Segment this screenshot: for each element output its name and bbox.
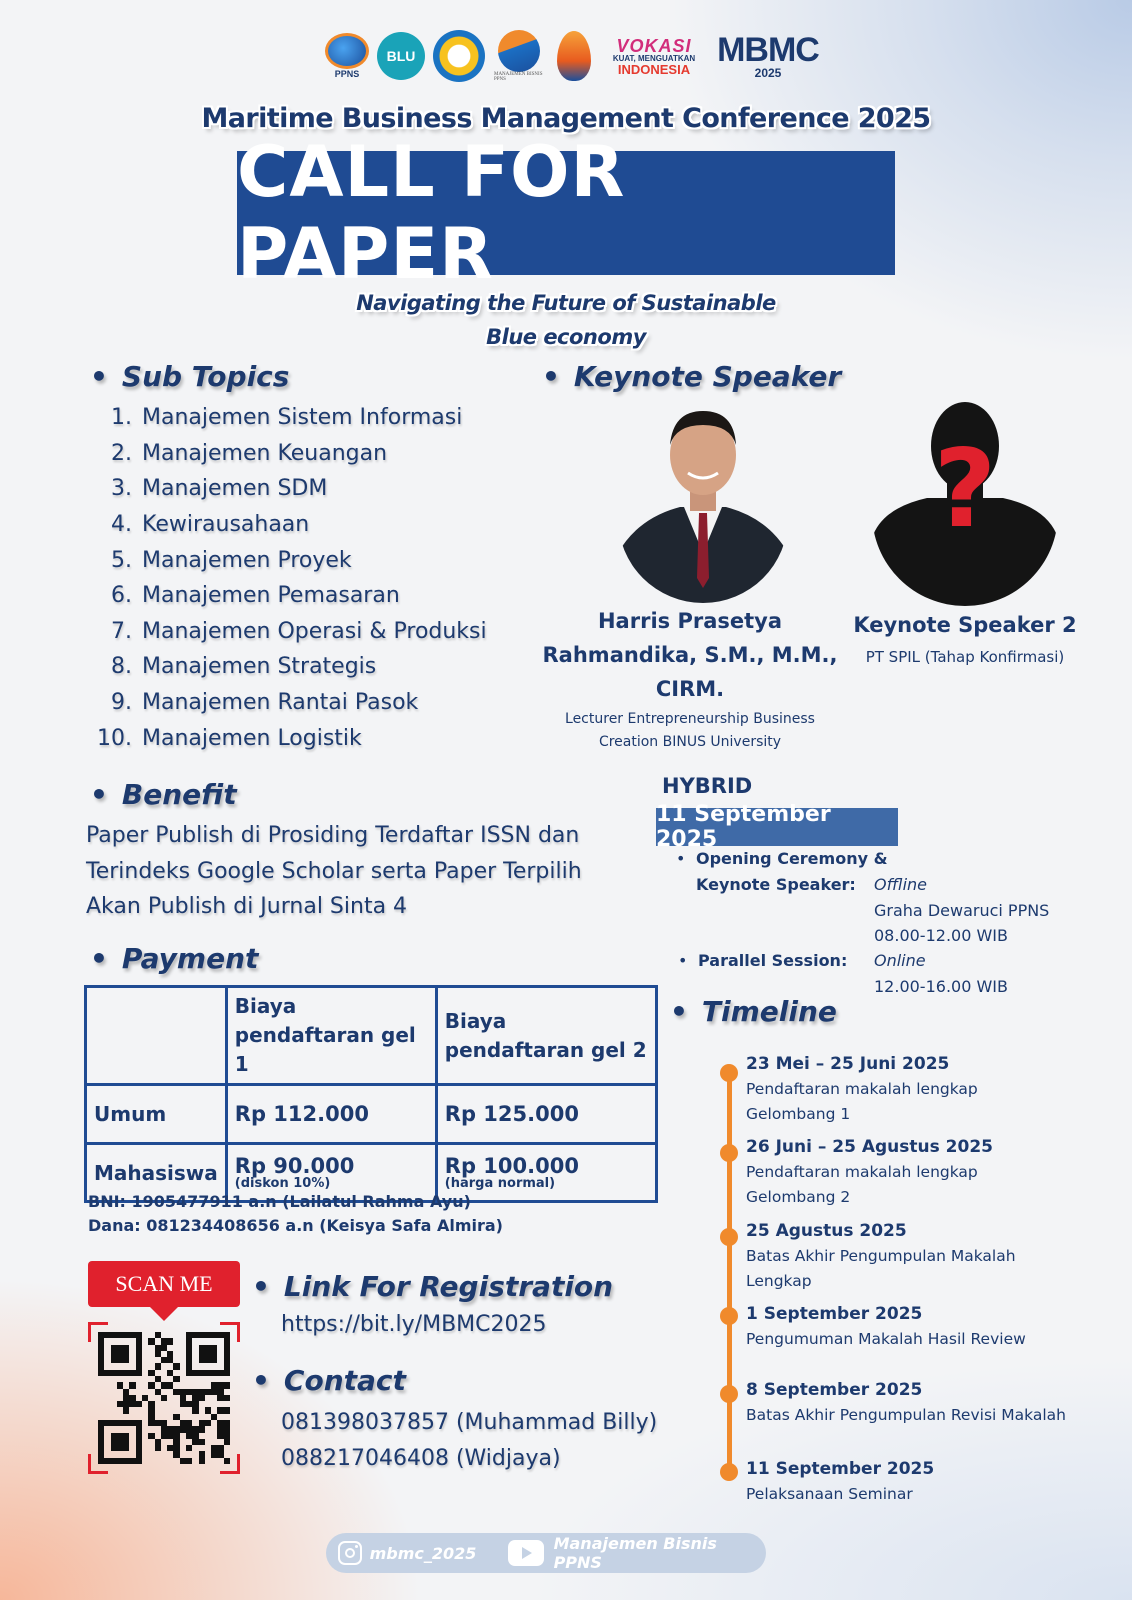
benefit-line-2: Terindeks Google Scholar serta Paper Terpilih [86,858,582,884]
bank-accounts [88,1190,503,1238]
event-mode: HYBRID [662,774,753,798]
mbmc-logo-year: 2025 [754,66,782,80]
benefit-text [86,818,626,925]
contact-numbers [281,1405,657,1477]
timeline-item [746,1135,1086,1210]
qr-module [224,1458,230,1464]
timeline-dot [720,1228,738,1246]
manajemen-bisnis-logo [494,28,544,84]
speaker1-role-line-1: Lecturer Entrepreneurship Business [565,711,815,727]
list-label: Kewirausahaan [142,512,310,538]
theme-line-2: Blue economy [486,325,646,349]
qr-code[interactable] [88,1322,240,1474]
timeline-line [727,1070,732,1476]
mbmc-logo-text: MBMC [717,31,819,69]
row-label-umum: Umum [86,1085,227,1144]
timeline-item [746,1052,1086,1127]
list-label: Manajemen Strategis [142,654,377,680]
blu-logo-text: BLU [377,32,425,80]
timeline-desc: Lengkap [746,1272,812,1290]
event-date-badge: 11 September 2025 [656,808,898,846]
timeline-desc: Batas Akhir Pengumpulan Revisi Makalah [746,1406,1066,1424]
social-footer [326,1533,766,1573]
header-gel2-line-2: pendaftaran gel 2 [444,1037,647,1062]
table-row [86,987,657,1085]
scan-me-badge: SCAN ME [88,1261,240,1307]
benefit-heading: • Benefit [90,778,237,811]
registration-heading-label: Link For Registration [283,1270,614,1303]
list-number: 8. [111,654,132,680]
table-corner-cell [86,987,227,1085]
table-header-gel2 [436,987,656,1085]
opening-place: Graha Dewaruci PPNS [874,900,1050,920]
vokasi-logo-text: VOKASI [616,35,692,56]
timeline-desc: Pelaksanaan Seminar [746,1485,913,1503]
timeline-desc: Batas Akhir Pengumpulan Makalah [746,1247,1016,1265]
header-gel1-line-2: pendaftaran gel 1 [234,1023,416,1076]
call-for-paper-text: CALL FOR PAPER [237,131,626,295]
parallel-bullet: • [678,951,688,970]
dana-account: Dana: 081234408656 a.n (Keisya Safa Almira) [88,1216,503,1235]
timeline-dot [720,1307,738,1325]
contact-heading-label: Contact [283,1364,406,1397]
bni-account: BNI: 1905477911 a.n (Lailatul Rahma Ayu) [88,1192,471,1211]
blu-logo [376,28,426,84]
qr-code-pattern [98,1332,230,1464]
list-number: 9. [111,690,132,716]
parallel-label [698,948,847,974]
speaker1-name-line-3: CIRM. [655,677,725,701]
list-number: 4. [111,512,132,538]
timeline-date: 1 September 2025 [746,1304,923,1324]
speaker2-role: PT SPIL (Tahap Konfirmasi) [865,648,1065,666]
mbmc-logo [706,28,830,84]
timeline-item [746,1457,1086,1507]
svg-text:?: ? [933,427,997,552]
sub-topics-heading-label: Sub Topics [121,360,290,393]
price-note: (harga normal) [444,1175,556,1191]
list-item [92,507,512,543]
sub-topics-heading: • Sub Topics [90,360,290,393]
list-item [92,471,512,507]
diksaintek-logo [432,28,486,84]
theme-line-1: Navigating the Future of Sustainable [356,291,776,315]
timeline-dot [720,1064,738,1082]
price-value: Rp 125.000 [444,1102,579,1126]
list-label: Manajemen Proyek [142,547,352,573]
flame-logo [552,28,596,84]
youtube-icon [508,1540,543,1566]
list-number: 7. [111,618,132,644]
conference-theme [0,286,1132,354]
benefit-heading-label: Benefit [121,778,237,811]
list-label: Manajemen Sistem Informasi [142,405,463,431]
benefit-line-3: Akan Publish di Jurnal Sinta 4 [86,894,408,919]
speaker2-placeholder-photo [872,398,1058,606]
vokasi-logo-country: INDONESIA [617,61,691,77]
timeline-desc: Pendaftaran makalah lengkap [746,1080,978,1098]
sub-topics-list [92,400,512,756]
list-number: 3. [111,476,132,502]
contact-line-1: 081398037857 (Muhammad Billy) [281,1410,658,1435]
timeline-item [746,1219,1086,1294]
price-cell [226,1085,436,1144]
list-number: 6. [111,583,132,609]
timeline-desc: Gelombang 2 [746,1188,851,1206]
contact-line-2: 088217046408 (Widjaya) [281,1446,561,1471]
instagram-handle[interactable]: mbmc_2025 [369,1543,477,1563]
table-header-gel1 [226,987,436,1085]
list-label: Manajemen Keuangan [142,440,388,466]
speaker1-photo [618,403,788,603]
manajemen-bisnis-logo-text: MANAJEMEN BISNIS PPNS [494,72,543,82]
price-cell [436,1085,656,1144]
timeline-date: 11 September 2025 [746,1459,935,1479]
speaker2-name: Keynote Speaker 2 [853,613,1077,637]
header-gel2-line-1: Biaya [444,1008,507,1033]
timeline-date: 8 September 2025 [746,1380,923,1400]
keynote-heading-label: Keynote Speaker [573,360,842,393]
table-row [86,1085,657,1144]
timeline-dot [720,1144,738,1162]
keynote-heading: • Keynote Speaker [542,360,842,393]
list-item [92,720,512,756]
benefit-line-1: Paper Publish di Prosiding Terdaftar ISSN dan [86,823,580,848]
vokasi-logo [608,28,700,84]
call-for-paper-banner [237,131,895,295]
timeline-heading: • Timeline [670,995,837,1028]
speaker1-name-line-1: Harris Prasetya [597,609,783,633]
header-gel1-line-1: Biaya [234,994,297,1018]
conference-title: Maritime Business Management Conference 2025 [201,103,931,134]
opening-details [874,872,1049,949]
price-value: Rp 90.000 [234,1153,355,1178]
list-label: Manajemen Logistik [142,725,362,751]
youtube-channel[interactable]: Manajemen Bisnis PPNS [553,1534,717,1572]
registration-heading: • Link For Registration [252,1270,614,1303]
timeline-item [746,1302,1086,1352]
list-item [92,685,512,721]
vokasi-logo-tagline: KUAT, MENGUATKAN [612,53,696,63]
payment-heading-label: Payment [121,942,259,975]
timeline-dot [720,1385,738,1403]
list-number: 2. [111,440,132,466]
timeline-desc: Pendaftaran makalah lengkap [746,1163,978,1181]
list-number: 1. [111,405,132,431]
opening-label-line-1: Opening Ceremony & [696,849,888,868]
price-value: Rp 112.000 [234,1102,369,1126]
list-item [92,614,512,650]
list-label: Manajemen Rantai Pasok [142,690,419,716]
list-number: 5. [111,547,132,573]
list-label: Manajemen Pemasaran [142,583,400,609]
speaker1-name-line-2: Rahmandika, S.M., M.M., [542,643,838,667]
ppns-logo-mark [325,33,369,69]
list-label: Manajemen SDM [142,476,328,502]
speaker2-info [838,608,1092,669]
list-item [92,436,512,472]
timeline-date: 26 Juni – 25 Agustus 2025 [746,1137,993,1157]
list-label: Manajemen Operasi & Produksi [142,618,487,644]
timeline-date: 23 Mei – 25 Juni 2025 [746,1054,950,1074]
timeline-dot [720,1463,738,1481]
parallel-mode: Online [874,951,926,970]
timeline-desc: Gelombang 1 [746,1105,851,1123]
opening-label [696,846,888,897]
instagram-icon [338,1541,362,1565]
timeline-desc: Pengumuman Makalah Hasil Review [746,1330,1026,1348]
list-number: 10. [97,725,132,751]
list-item [92,578,512,614]
opening-bullet: • [676,849,686,868]
opening-time: 08.00-12.00 WIB [874,926,1008,945]
opening-label-line-2: Keynote Speaker: [696,874,856,894]
opening-mode: Offline [874,875,928,894]
timeline-item [746,1378,1086,1428]
parallel-label-text: Parallel Session: [698,951,848,970]
list-item [92,400,512,436]
ppns-logo-text: PPNS [334,69,360,79]
payment-heading: • Payment [90,942,259,975]
registration-link[interactable]: https://bit.ly/MBMC2025 [281,1312,547,1337]
list-item [92,649,512,685]
timeline-heading-label: Timeline [701,995,837,1028]
ppns-logo [320,28,374,84]
row-label-mahasiswa: Mahasiswa [86,1144,227,1202]
payment-table [84,985,658,1203]
parallel-details [874,948,1008,999]
price-value: Rp 100.000 [444,1153,579,1178]
parallel-time: 12.00-16.00 WIB [874,976,1008,996]
price-note: (diskon 10%) [234,1175,331,1191]
contact-heading: • Contact [252,1364,406,1397]
speaker1-info [540,604,840,754]
timeline-date: 25 Agustus 2025 [746,1221,907,1241]
speaker1-role-line-2: Creation BINUS University [598,734,782,750]
list-item [92,542,512,578]
